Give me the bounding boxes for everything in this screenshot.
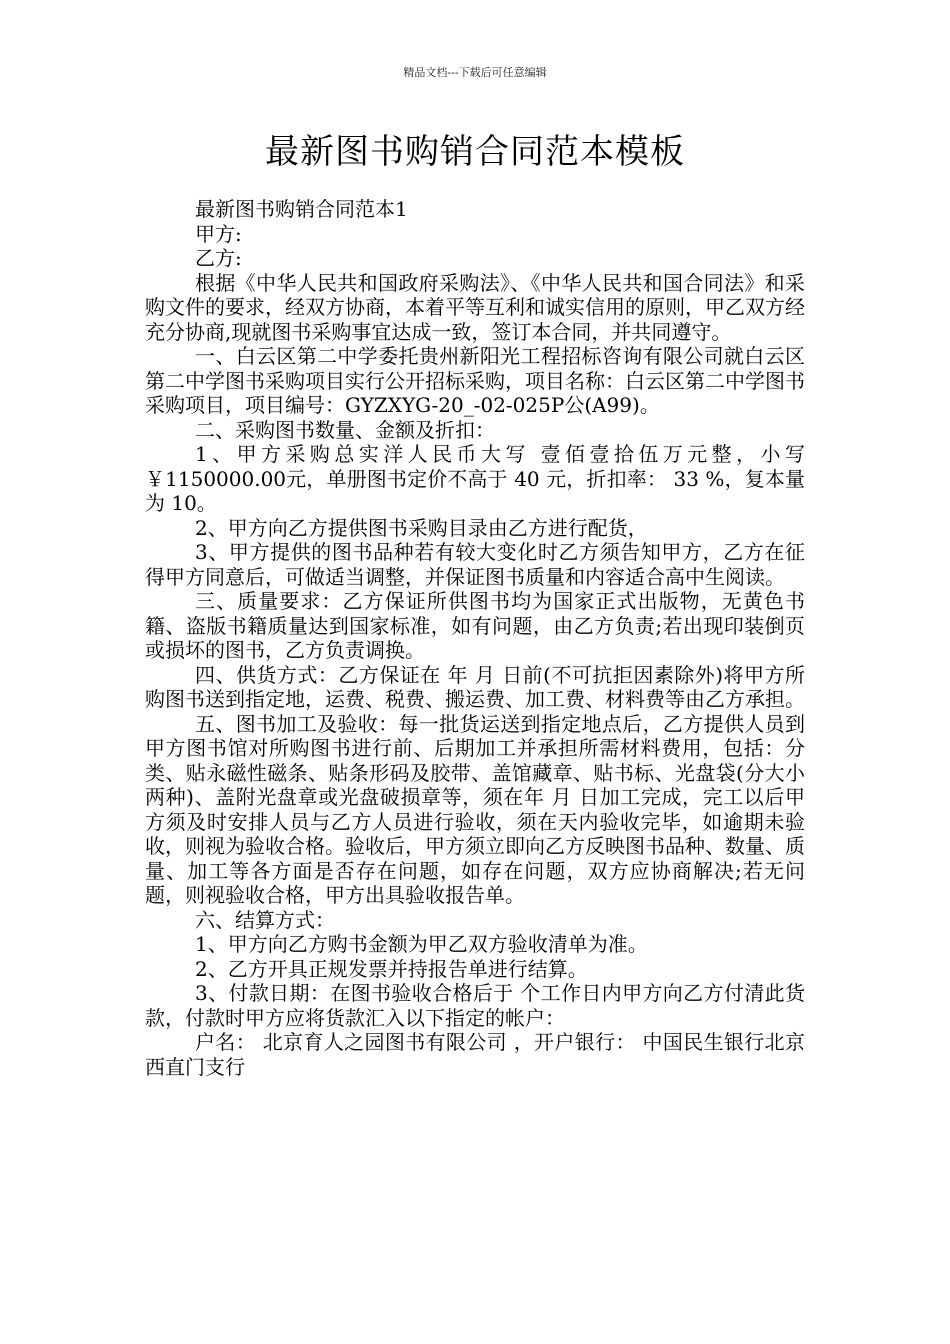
contract-subtitle: 最新图书购销合同范本1 [195,197,408,221]
preamble-paragraph: 根据《中华人民共和国政府采购法》、《中华人民共和国合同法》和采购文件的要求，经双方协商，本着平等互利和诚实信用的原则，甲乙双方经充分协商,现就图书采购事宜达成一致，签订本合同，并共同遵守。 [145,270,805,344]
clause-2-item-2: 2、甲方向乙方提供图书采购目录由乙方进行配货， [195,515,648,540]
clause-6-item-2: 2、乙方开具正规发票并持报告单进行结算。 [195,956,588,981]
clause-3-paragraph: 三、质量要求：乙方保证所供图书均为国家正式出版物，无黄色书籍、盗版书籍质量达到国家标准，如有问题，由乙方负责;若出现印装倒页或损坏的图书，乙方负责调换。 [145,589,805,662]
document-title: 最新图书购销合同范本模板 [265,132,685,172]
clause-5-paragraph: 五、图书加工及验收：每一批货运送到指定地点后，乙方提供人员到甲方图书馆对所购图书进行前、后期加工并承担所需材料费用，包括：分类、贴永磁性磁条、贴条形码及胶带、盖馆藏章、贴书标、光盘袋(分大小两种)、盖附光盘章或光盘破损章等，须在年 月 日加工完成，完工以后甲方须及时安排人员与乙方人员进行验收，须在天内验收完毕，如逾期未验收，则视为验收合格。验收后，甲方须立即向乙方反映图书品种、数量、质量、加工等各方面是否存在问题，如存在问题，双方应协商解决;若无问题，则视验收合格，甲方出具验收报告单。 [145,711,805,907]
clause-2-heading: 二、采购图书数量、金额及折扣： [195,417,495,442]
document-body [145,197,805,1079]
clause-6-heading: 六、结算方式： [195,907,335,932]
party-a-line: 甲方: [195,221,242,246]
clause-6-item-3: 3、付款日期：在图书验收合格后于 个工作日内甲方向乙方付清此货款，付款时甲方应将货款汇入以下指定的帐户： [145,981,805,1030]
clause-4-paragraph: 四、供货方式：乙方保证在 年 月 日前(不可抗拒因素除外)将甲方所购图书送到指定地，运费、税费、搬运费、加工费、材料费等由乙方承担。 [145,662,805,711]
clause-1-paragraph: 一、白云区第二中学委托贵州新阳光工程招标咨询有限公司就白云区第二中学图书采购项目实行公开招标采购，项目名称：白云区第二中学图书采购项目，项目编号：GYZXYG-20_-02-025P公(A99)。 [145,344,805,417]
party-b-line: 乙方: [195,246,242,270]
clause-2-item-3: 3、甲方提供的图书品种若有较大变化时乙方须告知甲方，乙方在征得甲方同意后，可做适当调整，并保证图书质量和内容适合高中生阅读。 [145,540,805,589]
bank-account-paragraph: 户名： 北京育人之园图书有限公司 ，开户银行： 中国民生银行北京西直门支行 [145,1030,805,1079]
clause-6-item-1: 1、甲方向乙方购书金额为甲乙双方验收清单为准。 [195,932,648,956]
page-header-note: 精品文档---下载后可任意编辑 [403,66,547,79]
clause-2-item-1: 1、甲方采购总实洋人民币大写 壹佰壹拾伍万元整，小写￥1150000.00元，单册图书定价不高于 40 元，折扣率： 33 %，复本量为 10。 [145,442,805,515]
